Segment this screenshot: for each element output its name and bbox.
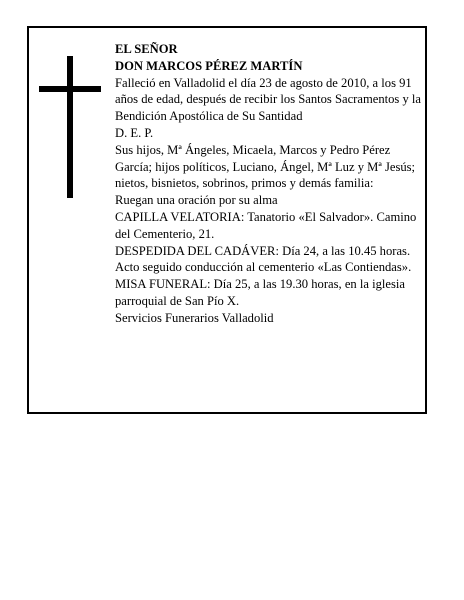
notice-heading-title: EL SEÑOR: [115, 42, 178, 56]
deceased-name: DON MARCOS PÉREZ MARTÍN: [115, 58, 303, 73]
notice-body: [115, 41, 425, 327]
rip-text: D. E. P.: [115, 125, 154, 140]
prayer-request: Ruegan una oración por su alma: [115, 193, 278, 208]
death-announcement: Falleció en Valladolid el día 23 de agosto de 2010, a los 91 años de edad, después de recibir los Santos Sacramentos y la Bendición Apostólica de Su Santidad: [115, 75, 422, 124]
cross-horizontal-bar: [39, 86, 101, 92]
funeral-mass-info: MISA FUNERAL: Día 25, a las 19.30 horas, en la iglesia parroquial de San Pío X.: [115, 277, 405, 308]
obituary-notice: [27, 26, 427, 414]
farewell-info: DESPEDIDA DEL CADÁVER: Día 24, a las 10.45 horas. Acto seguido conducción al cementerio «Las Contiendas».: [115, 243, 412, 275]
family-list: Sus hijos, Mª Ángeles, Micaela, Marcos y Pedro Pérez García; hijos políticos, Luciano, Ángel, Mª Luz y Mª Jesús; nietos, bisnietos, sobrinos, primos y demás familia:: [115, 142, 416, 191]
wake-info: CAPILLA VELATORIA: Tanatorio «El Salvador». Camino del Cementerio, 21.: [115, 209, 417, 241]
cross-vertical-bar: [67, 56, 73, 198]
funeral-services-name: Servicios Funerarios Valladolid: [115, 310, 274, 325]
